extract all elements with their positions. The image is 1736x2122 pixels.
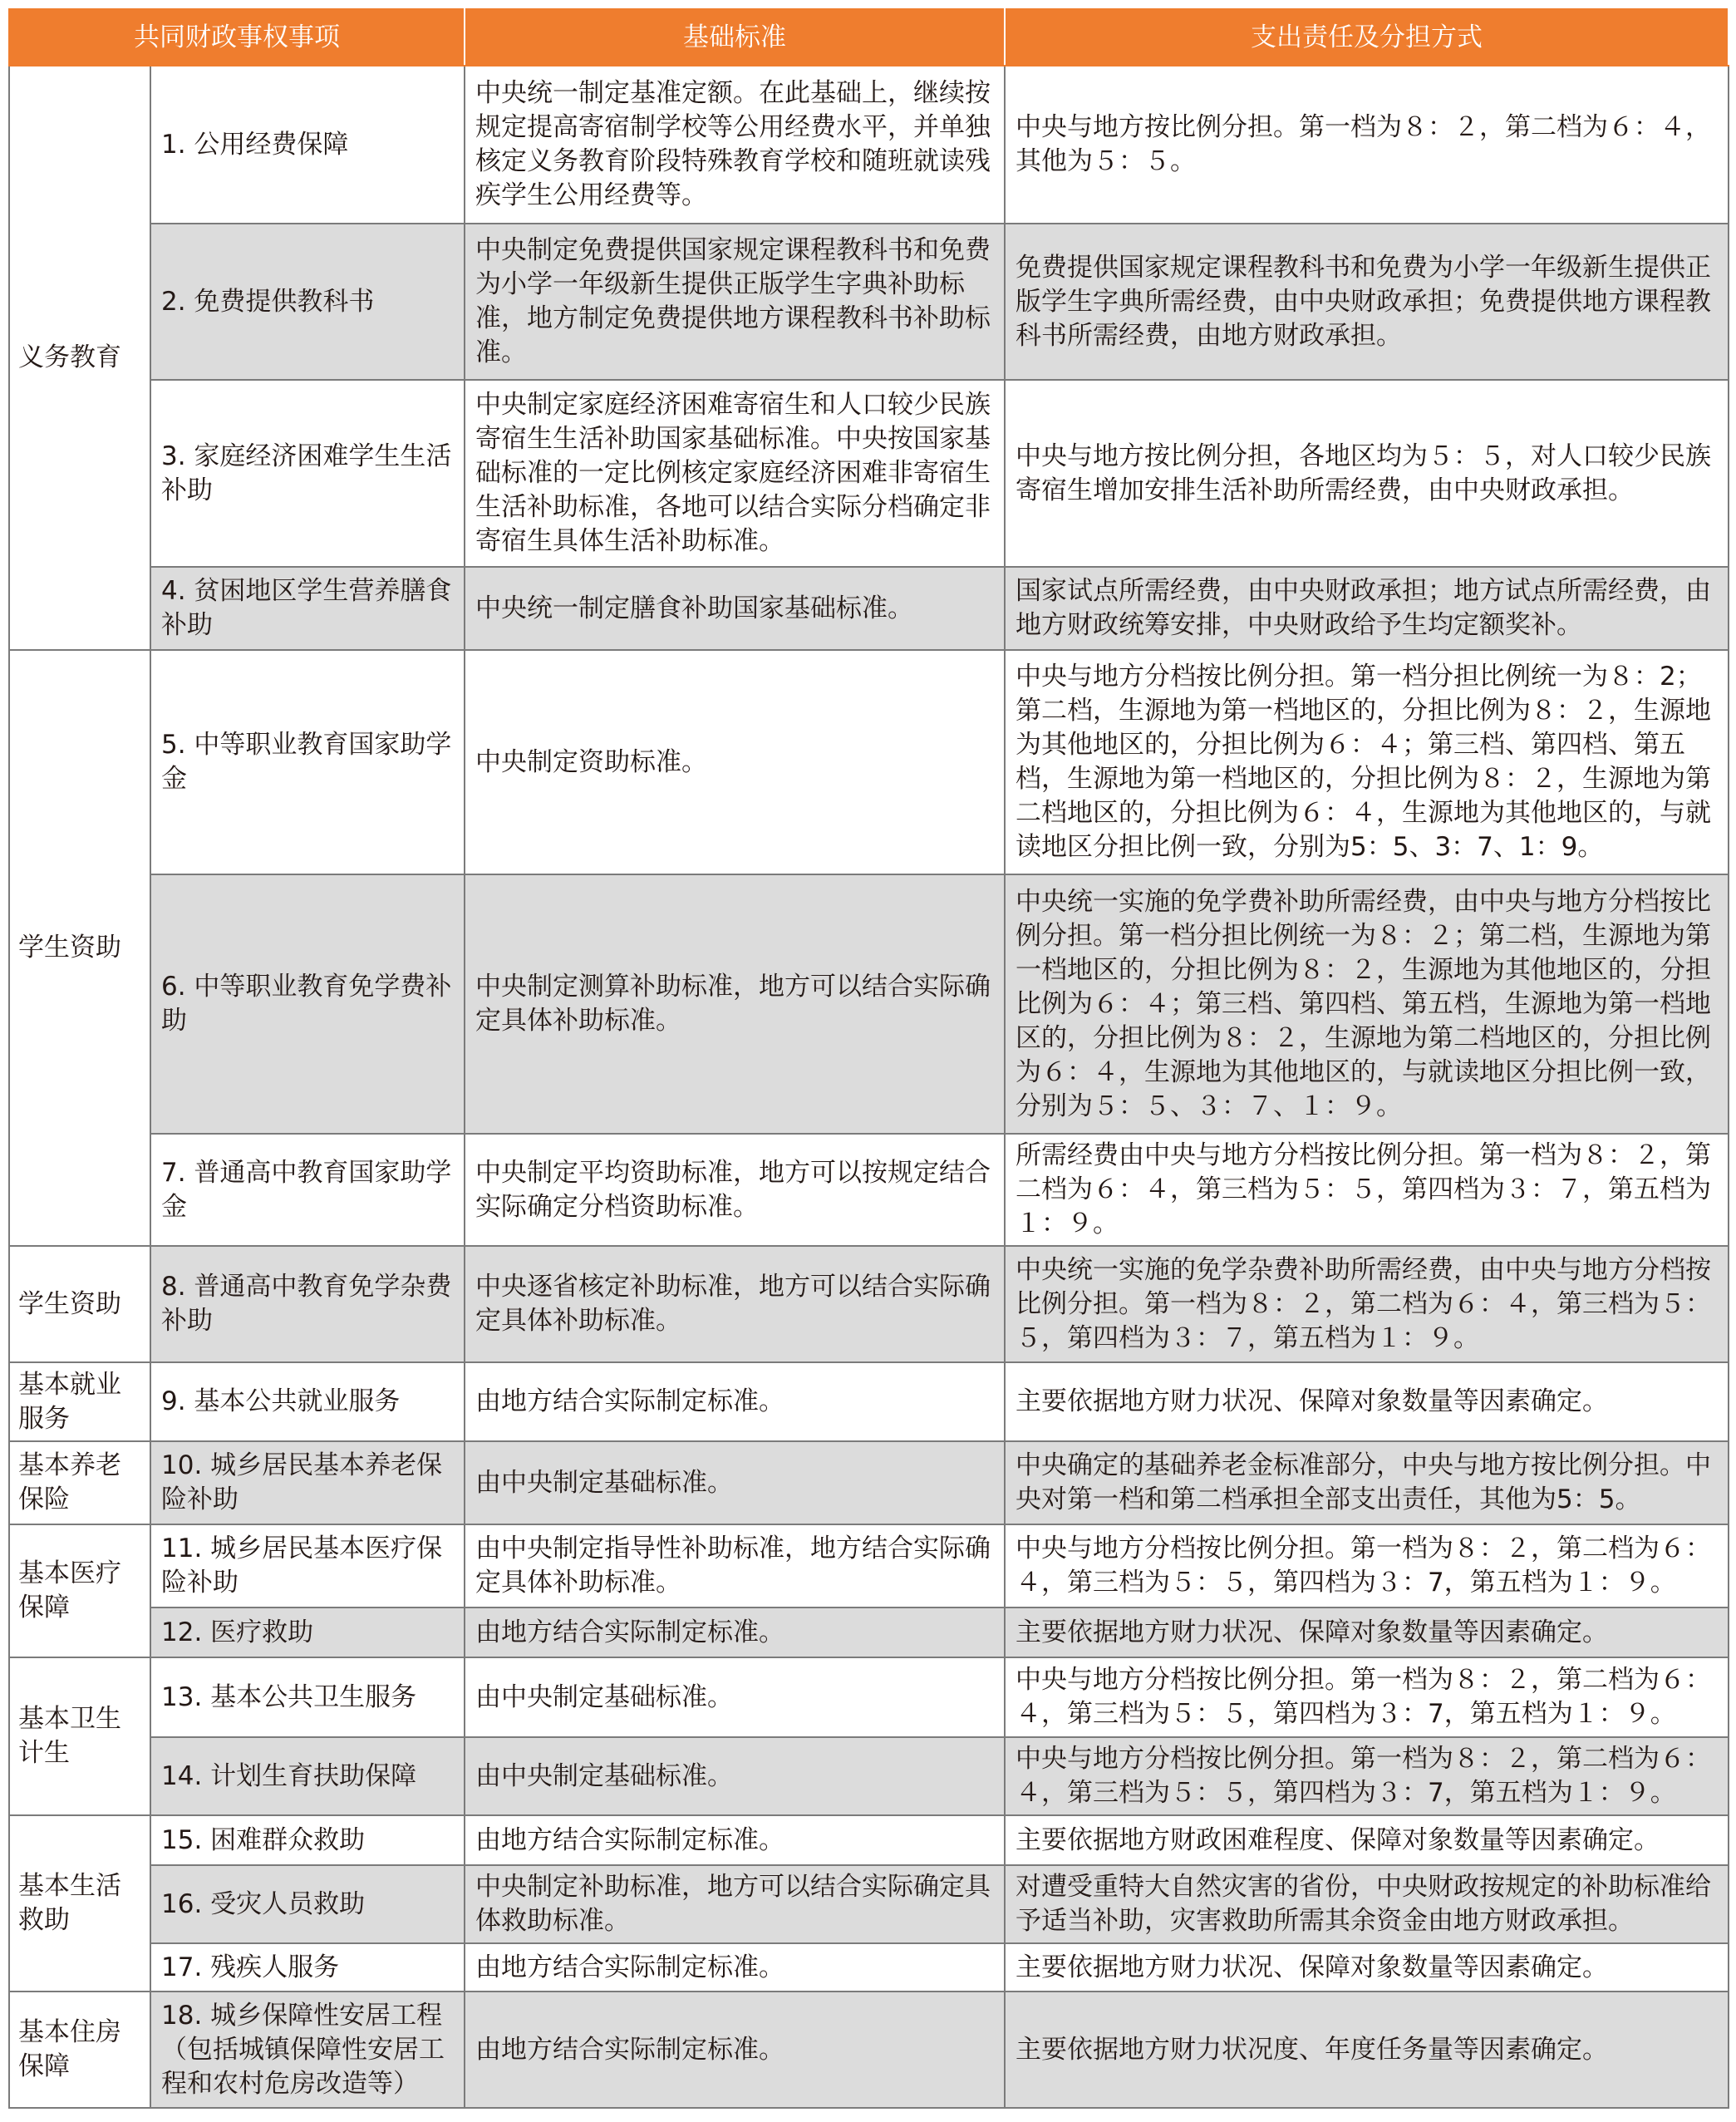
category-cell: 学生资助 <box>9 1246 150 1362</box>
standard-cell: 中央统一制定基准定额。在此基础上，继续按规定提高寄宿制学校等公用经费水平，并单独核定义务教育阶段特殊教育学校和随班就读残疾学生公用经费等。 <box>465 66 1005 224</box>
header-standard: 基础标准 <box>465 9 1005 66</box>
responsibility-cell: 中央与地方分档按比例分担。第一档分担比例统一为８：2；第二档，生源地为第一档地区的，分担比例为８：２，生源地为其他地区的，分担比例为６：４；第三档、第四档、第五档，生源地为第一档地区的，分担比例为８：２，生源地为第二档地区的，分担比例为６：４，生源地为其他地区的，与就读地区分担比例一致，分别为5：5、3：7、1：9。 <box>1005 650 1729 874</box>
responsibility-cell: 中央与地方按比例分担。第一档为８：２，第二档为６：４，其他为５：５。 <box>1005 66 1729 224</box>
table-row <box>9 874 1729 1134</box>
standard-cell: 中央统一制定膳食补助国家基础标准。 <box>465 567 1005 650</box>
category-cell: 学生资助 <box>9 650 150 1246</box>
table-row <box>9 1865 1729 1943</box>
fiscal-responsibility-table <box>8 8 1729 2109</box>
responsibility-cell: 对遭受重特大自然灾害的省份，中央财政按规定的补助标准给予适当补助，灾害救助所需其余资金由地方财政承担。 <box>1005 1865 1729 1943</box>
responsibility-cell: 中央与地方按比例分担，各地区均为５：５，对人口较少民族寄宿生增加安排生活补助所需经费，由中央财政承担。 <box>1005 380 1729 567</box>
item-cell: 9. 基本公共就业服务 <box>150 1362 465 1441</box>
table-row <box>9 1441 1729 1524</box>
table-header-row <box>9 9 1729 66</box>
responsibility-cell: 免费提供国家规定课程教科书和免费为小学一年级新生提供正版学生字典所需经费，由中央财政承担；免费提供地方课程教科书所需经费，由地方财政承担。 <box>1005 224 1729 380</box>
table-row <box>9 1524 1729 1608</box>
item-cell: 13. 基本公共卫生服务 <box>150 1657 465 1737</box>
standard-cell: 由中央制定基础标准。 <box>465 1737 1005 1815</box>
standard-cell: 由地方结合实际制定标准。 <box>465 1362 1005 1441</box>
item-cell: 5. 中等职业教育国家助学金 <box>150 650 465 874</box>
category-cell: 义务教育 <box>9 66 150 650</box>
standard-cell: 中央制定免费提供国家规定课程教科书和免费为小学一年级新生提供正版学生字典补助标准，地方制定免费提供地方课程教科书补助标准。 <box>465 224 1005 380</box>
responsibility-cell: 主要依据地方财力状况、保障对象数量等因素确定。 <box>1005 1943 1729 1992</box>
item-cell: 11. 城乡居民基本医疗保险补助 <box>150 1524 465 1608</box>
item-cell: 6. 中等职业教育免学费补助 <box>150 874 465 1134</box>
table-row <box>9 1246 1729 1362</box>
item-cell: 18. 城乡保障性安居工程（包括城镇保障性安居工程和农村危房改造等） <box>150 1992 465 2108</box>
category-cell: 基本住房保障 <box>9 1992 150 2108</box>
standard-cell: 中央制定测算补助标准，地方可以结合实际确定具体补助标准。 <box>465 874 1005 1134</box>
table-row <box>9 1608 1729 1657</box>
item-cell: 2. 免费提供教科书 <box>150 224 465 380</box>
item-cell: 14. 计划生育扶助保障 <box>150 1737 465 1815</box>
standard-cell: 由地方结合实际制定标准。 <box>465 1992 1005 2108</box>
category-cell: 基本养老保险 <box>9 1441 150 1524</box>
item-cell: 4. 贫困地区学生营养膳食补助 <box>150 567 465 650</box>
item-cell: 8. 普通高中教育免学杂费补助 <box>150 1246 465 1362</box>
item-cell: 16. 受灾人员救助 <box>150 1865 465 1943</box>
table-row <box>9 1943 1729 1992</box>
table-row <box>9 1362 1729 1441</box>
responsibility-cell: 主要依据地方财政困难程度、保障对象数量等因素确定。 <box>1005 1815 1729 1865</box>
responsibility-cell: 中央与地方分档按比例分担。第一档为８：２，第二档为６：４，第三档为５：５，第四档为３：7，第五档为１：９。 <box>1005 1524 1729 1608</box>
standard-cell: 中央制定家庭经济困难寄宿生和人口较少民族寄宿生生活补助国家基础标准。中央按国家基础标准的一定比例核定家庭经济困难非寄宿生生活补助标准，各地可以结合实际分档确定非寄宿生具体生活补助标准。 <box>465 380 1005 567</box>
table-row <box>9 1815 1729 1865</box>
item-cell: 17. 残疾人服务 <box>150 1943 465 1992</box>
standard-cell: 由地方结合实际制定标准。 <box>465 1943 1005 1992</box>
table-row <box>9 1737 1729 1815</box>
category-cell: 基本医疗保障 <box>9 1524 150 1657</box>
standard-cell: 中央制定平均资助标准，地方可以按规定结合实际确定分档资助标准。 <box>465 1134 1005 1246</box>
standard-cell: 由中央制定基础标准。 <box>465 1441 1005 1524</box>
item-cell: 7. 普通高中教育国家助学金 <box>150 1134 465 1246</box>
responsibility-cell: 中央与地方分档按比例分担。第一档为８：２，第二档为６：４，第三档为５：５，第四档为３：7，第五档为１：９。 <box>1005 1657 1729 1737</box>
standard-cell: 由中央制定基础标准。 <box>465 1657 1005 1737</box>
category-cell: 基本生活救助 <box>9 1815 150 1992</box>
table-row <box>9 224 1729 380</box>
table-row <box>9 1657 1729 1737</box>
item-cell: 1. 公用经费保障 <box>150 66 465 224</box>
standard-cell: 由地方结合实际制定标准。 <box>465 1815 1005 1865</box>
category-cell: 基本卫生计生 <box>9 1657 150 1815</box>
responsibility-cell: 主要依据地方财力状况、保障对象数量等因素确定。 <box>1005 1362 1729 1441</box>
responsibility-cell: 中央确定的基础养老金标准部分，中央与地方按比例分担。中央对第一档和第二档承担全部支出责任，其他为5：5。 <box>1005 1441 1729 1524</box>
responsibility-cell: 中央统一实施的免学费补助所需经费，由中央与地方分档按比例分担。第一档分担比例统一为８：２；第二档，生源地为第一档地区的，分担比例为８：２，生源地为其他地区的，分担比例为６：４；第三档、第四档、第五档，生源地为第一档地区的，分担比例为８：２，生源地为第二档地区的，分担比例为６：４，生源地为其他地区的，与就读地区分担比例一致，分别为５：５、３：７、１：９。 <box>1005 874 1729 1134</box>
standard-cell: 中央制定补助标准，地方可以结合实际确定具体救助标准。 <box>465 1865 1005 1943</box>
table-row <box>9 650 1729 874</box>
item-cell: 12. 医疗救助 <box>150 1608 465 1657</box>
header-responsibility: 支出责任及分担方式 <box>1005 9 1729 66</box>
standard-cell: 由地方结合实际制定标准。 <box>465 1608 1005 1657</box>
responsibility-cell: 主要依据地方财力状况度、年度任务量等因素确定。 <box>1005 1992 1729 2108</box>
table-row <box>9 1134 1729 1246</box>
standard-cell: 中央制定资助标准。 <box>465 650 1005 874</box>
item-cell: 10. 城乡居民基本养老保险补助 <box>150 1441 465 1524</box>
header-matter: 共同财政事权事项 <box>9 9 465 66</box>
responsibility-cell: 所需经费由中央与地方分档按比例分担。第一档为８：２，第二档为６：４，第三档为５：５，第四档为３：７，第五档为１：９。 <box>1005 1134 1729 1246</box>
item-cell: 3. 家庭经济困难学生生活补助 <box>150 380 465 567</box>
item-cell: 15. 困难群众救助 <box>150 1815 465 1865</box>
responsibility-cell: 主要依据地方财力状况、保障对象数量等因素确定。 <box>1005 1608 1729 1657</box>
table-row <box>9 380 1729 567</box>
responsibility-cell: 国家试点所需经费，由中央财政承担；地方试点所需经费，由地方财政统筹安排，中央财政给予生均定额奖补。 <box>1005 567 1729 650</box>
category-cell: 基本就业服务 <box>9 1362 150 1441</box>
table-row <box>9 567 1729 650</box>
table-row <box>9 1992 1729 2108</box>
table-row <box>9 66 1729 224</box>
standard-cell: 中央逐省核定补助标准，地方可以结合实际确定具体补助标准。 <box>465 1246 1005 1362</box>
standard-cell: 由中央制定指导性补助标准，地方结合实际确定具体补助标准。 <box>465 1524 1005 1608</box>
responsibility-cell: 中央统一实施的免学杂费补助所需经费，由中央与地方分档按比例分担。第一档为８：２，第二档为６：４，第三档为５：５，第四档为３：７，第五档为１：９。 <box>1005 1246 1729 1362</box>
responsibility-cell: 中央与地方分档按比例分担。第一档为８：２，第二档为６：４，第三档为５：５，第四档为３：7，第五档为１：９。 <box>1005 1737 1729 1815</box>
